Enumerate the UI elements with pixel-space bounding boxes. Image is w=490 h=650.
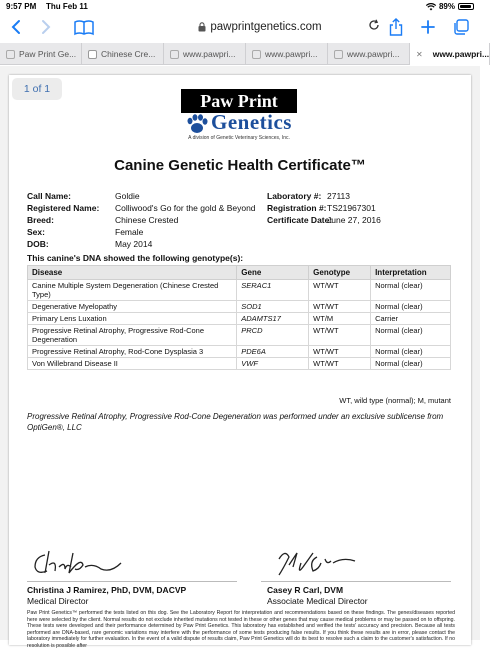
reload-icon[interactable]	[368, 19, 380, 31]
tab-label: www.pawpri...	[265, 49, 318, 59]
info-row	[27, 226, 256, 238]
cell-interpretation: Normal (clear)	[371, 280, 451, 301]
page-indicator: 1 of 1	[12, 78, 62, 100]
tab-label: www.pawpri...	[432, 49, 490, 59]
dna-heading: This canine's DNA showed the following genotype(s):	[27, 253, 244, 263]
info-label: DOB:	[27, 239, 49, 249]
genotype-footnote: WT, wild type (normal); M, mutant	[339, 396, 451, 405]
cell-genotype: WT/WT	[309, 280, 371, 301]
tab-5[interactable]	[328, 43, 410, 65]
info-value: Goldie	[115, 191, 140, 201]
status-time: 9:57 PM	[6, 2, 37, 11]
wifi-icon	[426, 3, 436, 11]
info-row	[267, 214, 381, 226]
cell-genotype: WT/WT	[309, 358, 371, 370]
cell-interpretation: Normal (clear)	[371, 301, 451, 313]
cell-interpretation: Normal (clear)	[371, 358, 451, 370]
cell-disease: Progressive Retinal Atrophy, Rod-Cone Dysplasia 3	[28, 346, 237, 358]
cell-gene: ADAMTS17	[237, 313, 309, 325]
new-tab-button[interactable]	[418, 16, 438, 38]
tab-favicon-icon	[88, 50, 97, 59]
info-label: Call Name:	[27, 191, 71, 201]
table-row	[28, 346, 451, 358]
signer-title: Medical Director	[27, 596, 89, 606]
header-gene: Gene	[237, 266, 309, 280]
signature-right-drawing	[273, 545, 359, 581]
signature-line-left	[27, 581, 237, 582]
close-tab-icon[interactable]: ✕	[416, 49, 423, 59]
cell-gene: PDE6A	[237, 346, 309, 358]
header-genotype: Genotype	[309, 266, 371, 280]
header-disease: Disease	[28, 266, 237, 280]
cell-disease: Degenerative Myelopathy	[28, 301, 237, 313]
paw-print-genetics-logo	[181, 89, 297, 145]
tab-3[interactable]	[164, 43, 246, 65]
cell-gene: SERAC1	[237, 280, 309, 301]
tab-favicon-icon	[170, 50, 179, 59]
cell-disease: Canine Multiple System Degeneration (Chinese Crested Type)	[28, 280, 237, 301]
new-tab-icon	[421, 20, 435, 34]
logo-top-text: Paw Print	[181, 89, 297, 113]
info-label: Laboratory #:	[267, 191, 322, 201]
battery-icon	[458, 3, 474, 10]
bookmarks-icon	[74, 20, 94, 35]
info-label: Registered Name:	[27, 203, 100, 213]
info-value: Colliwood's Go for the gold & Beyond	[115, 203, 256, 213]
cell-genotype: WT/WT	[309, 346, 371, 358]
forward-icon	[41, 20, 51, 34]
back-icon	[11, 20, 21, 34]
tab-favicon-icon	[6, 50, 15, 59]
cell-gene: VWF	[237, 358, 309, 370]
tab-favicon-icon	[252, 50, 261, 59]
status-bar	[0, 0, 480, 14]
certificate-title: Canine Genetic Health Certificate™	[114, 157, 366, 174]
table-row	[28, 280, 451, 301]
info-value: May 2014	[115, 239, 153, 249]
cell-disease: Von Willebrand Disease II	[28, 358, 237, 370]
cell-genotype: WT/WT	[309, 325, 371, 346]
signer-name: Christina J Ramirez, PhD, DVM, DACVP	[27, 585, 187, 595]
signature-image-right	[273, 545, 359, 581]
cell-genotype: WT/WT	[309, 301, 371, 313]
battery-percent: 89%	[438, 2, 455, 11]
sublicense-note: Progressive Retinal Atrophy, Progressive Rod-Cone Degeneration was performed under an exclusive sublicense from OptiGen®, LLC	[27, 412, 444, 432]
cell-gene: SOD1	[237, 301, 309, 313]
tab-bar	[0, 43, 490, 65]
info-row	[27, 202, 256, 214]
address-url: pawprintgenetics.com	[210, 21, 322, 33]
info-row	[27, 214, 256, 226]
tab-1[interactable]	[0, 43, 82, 65]
signer-left	[27, 585, 186, 607]
logo-bottom-text: Genetics	[211, 110, 292, 134]
lock-icon	[198, 22, 206, 32]
tab-4[interactable]	[246, 43, 328, 65]
signature-image-left	[31, 545, 125, 581]
info-row	[27, 190, 256, 202]
certificate-page	[9, 75, 471, 649]
info-label: Registration #:	[267, 203, 327, 213]
status-right	[426, 2, 474, 11]
signature-line-right	[261, 581, 451, 582]
tab-label: Paw Print Ge...	[19, 49, 77, 59]
tab-label: www.pawpri...	[183, 49, 236, 59]
share-icon	[389, 18, 403, 36]
share-button[interactable]	[386, 16, 406, 38]
signer-title: Associate Medical Director	[267, 596, 368, 606]
info-label: Certificate Date:	[267, 215, 333, 225]
tab-label: www.pawpri...	[347, 49, 400, 59]
pdf-viewer[interactable]	[0, 66, 480, 649]
genotype-table	[27, 265, 451, 370]
tabs-button[interactable]	[450, 16, 472, 38]
lab-info-right	[267, 190, 381, 226]
tab-favicon-icon	[334, 50, 343, 59]
cell-gene: PRCD	[237, 325, 309, 346]
cell-interpretation: Carrier	[371, 313, 451, 325]
info-row	[267, 190, 381, 202]
info-value: June 27, 2016	[327, 215, 381, 225]
table-row	[28, 358, 451, 370]
status-date: Thu Feb 11	[46, 2, 88, 11]
paw-icon	[185, 113, 209, 135]
info-value: TS21967301	[327, 203, 376, 213]
battery-fill	[460, 5, 471, 8]
info-label: Breed:	[27, 215, 54, 225]
signature-left-drawing	[31, 545, 125, 581]
info-value: Chinese Crested	[115, 215, 179, 225]
back-button[interactable]	[6, 16, 26, 38]
info-row	[267, 202, 381, 214]
signer-right	[267, 585, 368, 607]
info-value: Female	[115, 227, 144, 237]
tab-6-active[interactable]	[410, 43, 490, 65]
signer-name: Casey R Carl, DVM	[267, 585, 344, 595]
cell-interpretation: Normal (clear)	[371, 346, 451, 358]
browser-toolbar	[0, 14, 480, 40]
address-bar[interactable]	[140, 16, 380, 38]
info-row	[27, 238, 256, 250]
dog-info-left	[27, 190, 256, 250]
table-row	[28, 325, 451, 346]
forward-button[interactable]	[36, 16, 56, 38]
table-header-row	[28, 266, 451, 280]
cell-disease: Primary Lens Luxation	[28, 313, 237, 325]
tab-2[interactable]	[82, 43, 164, 65]
table-row	[28, 313, 451, 325]
info-value: 27113	[327, 191, 351, 201]
cell-genotype: WT/M	[309, 313, 371, 325]
bookmarks-button[interactable]	[72, 16, 96, 38]
header-interpretation: Interpretation	[371, 266, 451, 280]
tab-label: Chinese Cre...	[101, 49, 156, 59]
info-label: Sex:	[27, 227, 45, 237]
cell-interpretation: Normal (clear)	[371, 325, 451, 346]
table-row	[28, 301, 451, 313]
logo-division-text: A division of Genetic Veterinary Sciences, Inc.	[188, 135, 290, 141]
tabs-icon	[453, 19, 469, 35]
cell-disease: Progressive Retinal Atrophy, Progressive Rod-Cone Degeneration	[28, 325, 237, 346]
disclaimer-text: Paw Print Genetics™ performed the tests listed on this dog. See the Laboratory Report for interpretation and recommendations based on these findings. The genes/diseases reported here were selected by the client. Normal results do not exclude inherited mutations not tested in these or other genes that may cause medical problems or may be passed on to offspring. These tests were developed and their performance determined by Paw Print Genetics. This laboratory has established and verified the tests' accuracy and precision. Because all tests performed are DNA-based, rare genomic variations may interfere with the performance of some tests producing false results. If you think these results are in error, please contact the laboratory immediately for further evaluation. In the event of a valid dispute of results claim, Paw Print Genetics will do its best to resolve such a claim to the customer's satisfaction. If no resolution is possible after	[27, 610, 455, 649]
logo-bottom	[181, 110, 297, 135]
